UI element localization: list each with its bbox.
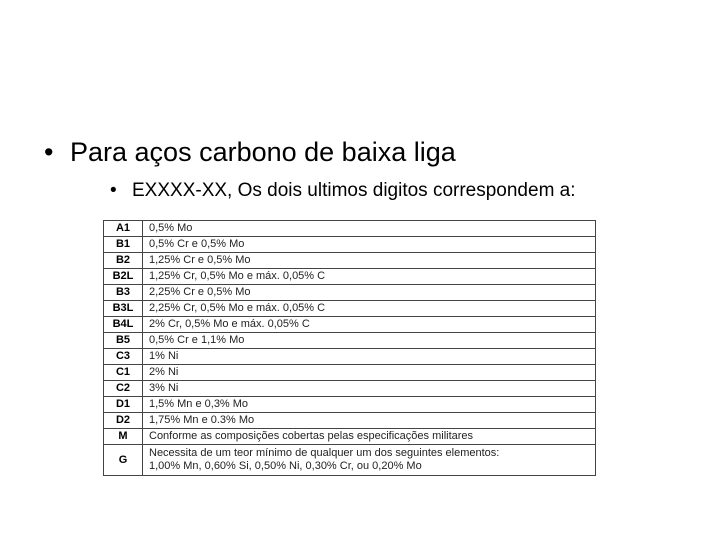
code-cell: B2L [104, 269, 143, 285]
table-row [104, 413, 596, 429]
code-cell: G [104, 445, 143, 476]
bullet-sub [110, 178, 576, 204]
desc-cell: 1% Ni [143, 349, 596, 365]
desc-cell: 1,5% Mn e 0,3% Mo [143, 397, 596, 413]
desc-line: Necessita de um teor mínimo de qualquer um dos seguintes elementos: [149, 447, 500, 459]
code-cell: B3 [104, 285, 143, 301]
table-row [104, 429, 596, 445]
desc-cell: 2,25% Cr, 0,5% Mo e máx. 0,05% C [143, 301, 596, 317]
table-row [104, 317, 596, 333]
bullet-dot: • [110, 180, 117, 201]
table-row [104, 253, 596, 269]
code-cell: B4L [104, 317, 143, 333]
desc-cell: 2% Ni [143, 365, 596, 381]
code-cell: M [104, 429, 143, 445]
table-row [104, 333, 596, 349]
table-row [104, 285, 596, 301]
desc-cell: 1,25% Cr, 0,5% Mo e máx. 0,05% C [143, 269, 596, 285]
code-cell: C1 [104, 365, 143, 381]
code-cell: B2 [104, 253, 143, 269]
desc-cell: 0,5% Cr e 1,1% Mo [143, 333, 596, 349]
desc-cell: 2% Cr, 0,5% Mo e máx. 0,05% C [143, 317, 596, 333]
desc-cell: 3% Ni [143, 381, 596, 397]
desc-cell: 0,5% Cr e 0,5% Mo [143, 237, 596, 253]
table-row [104, 221, 596, 237]
bullet-sub-text: EXXXX-XX, Os dois ultimos digitos correspondem a: [132, 180, 576, 201]
desc-cell: 2,25% Cr e 0,5% Mo [143, 285, 596, 301]
bullet-dot: • [44, 137, 54, 167]
table-row [104, 349, 596, 365]
bullet-main [44, 135, 456, 169]
table-row [104, 365, 596, 381]
table-row [104, 381, 596, 397]
desc-line: 1,00% Mn, 0,60% Si, 0,50% Ni, 0,30% Cr, ou 0,20% Mo [149, 460, 422, 472]
desc-cell: 0,5% Mo [143, 221, 596, 237]
code-cell: D2 [104, 413, 143, 429]
code-cell: B5 [104, 333, 143, 349]
table-row [104, 445, 596, 476]
code-cell: D1 [104, 397, 143, 413]
code-cell: B3L [104, 301, 143, 317]
bullet-main-text: Para aços carbono de baixa liga [70, 137, 456, 167]
table-row [104, 397, 596, 413]
code-cell: C2 [104, 381, 143, 397]
table-row [104, 301, 596, 317]
desc-cell: 1,25% Cr e 0,5% Mo [143, 253, 596, 269]
table-row [104, 269, 596, 285]
code-cell: C3 [104, 349, 143, 365]
desc-cell: Conforme as composições cobertas pelas especificações militares [143, 429, 596, 445]
desc-cell [143, 445, 596, 476]
table-row [104, 237, 596, 253]
suffix-table [103, 220, 596, 476]
code-cell: B1 [104, 237, 143, 253]
code-cell: A1 [104, 221, 143, 237]
desc-cell: 1,75% Mn e 0.3% Mo [143, 413, 596, 429]
